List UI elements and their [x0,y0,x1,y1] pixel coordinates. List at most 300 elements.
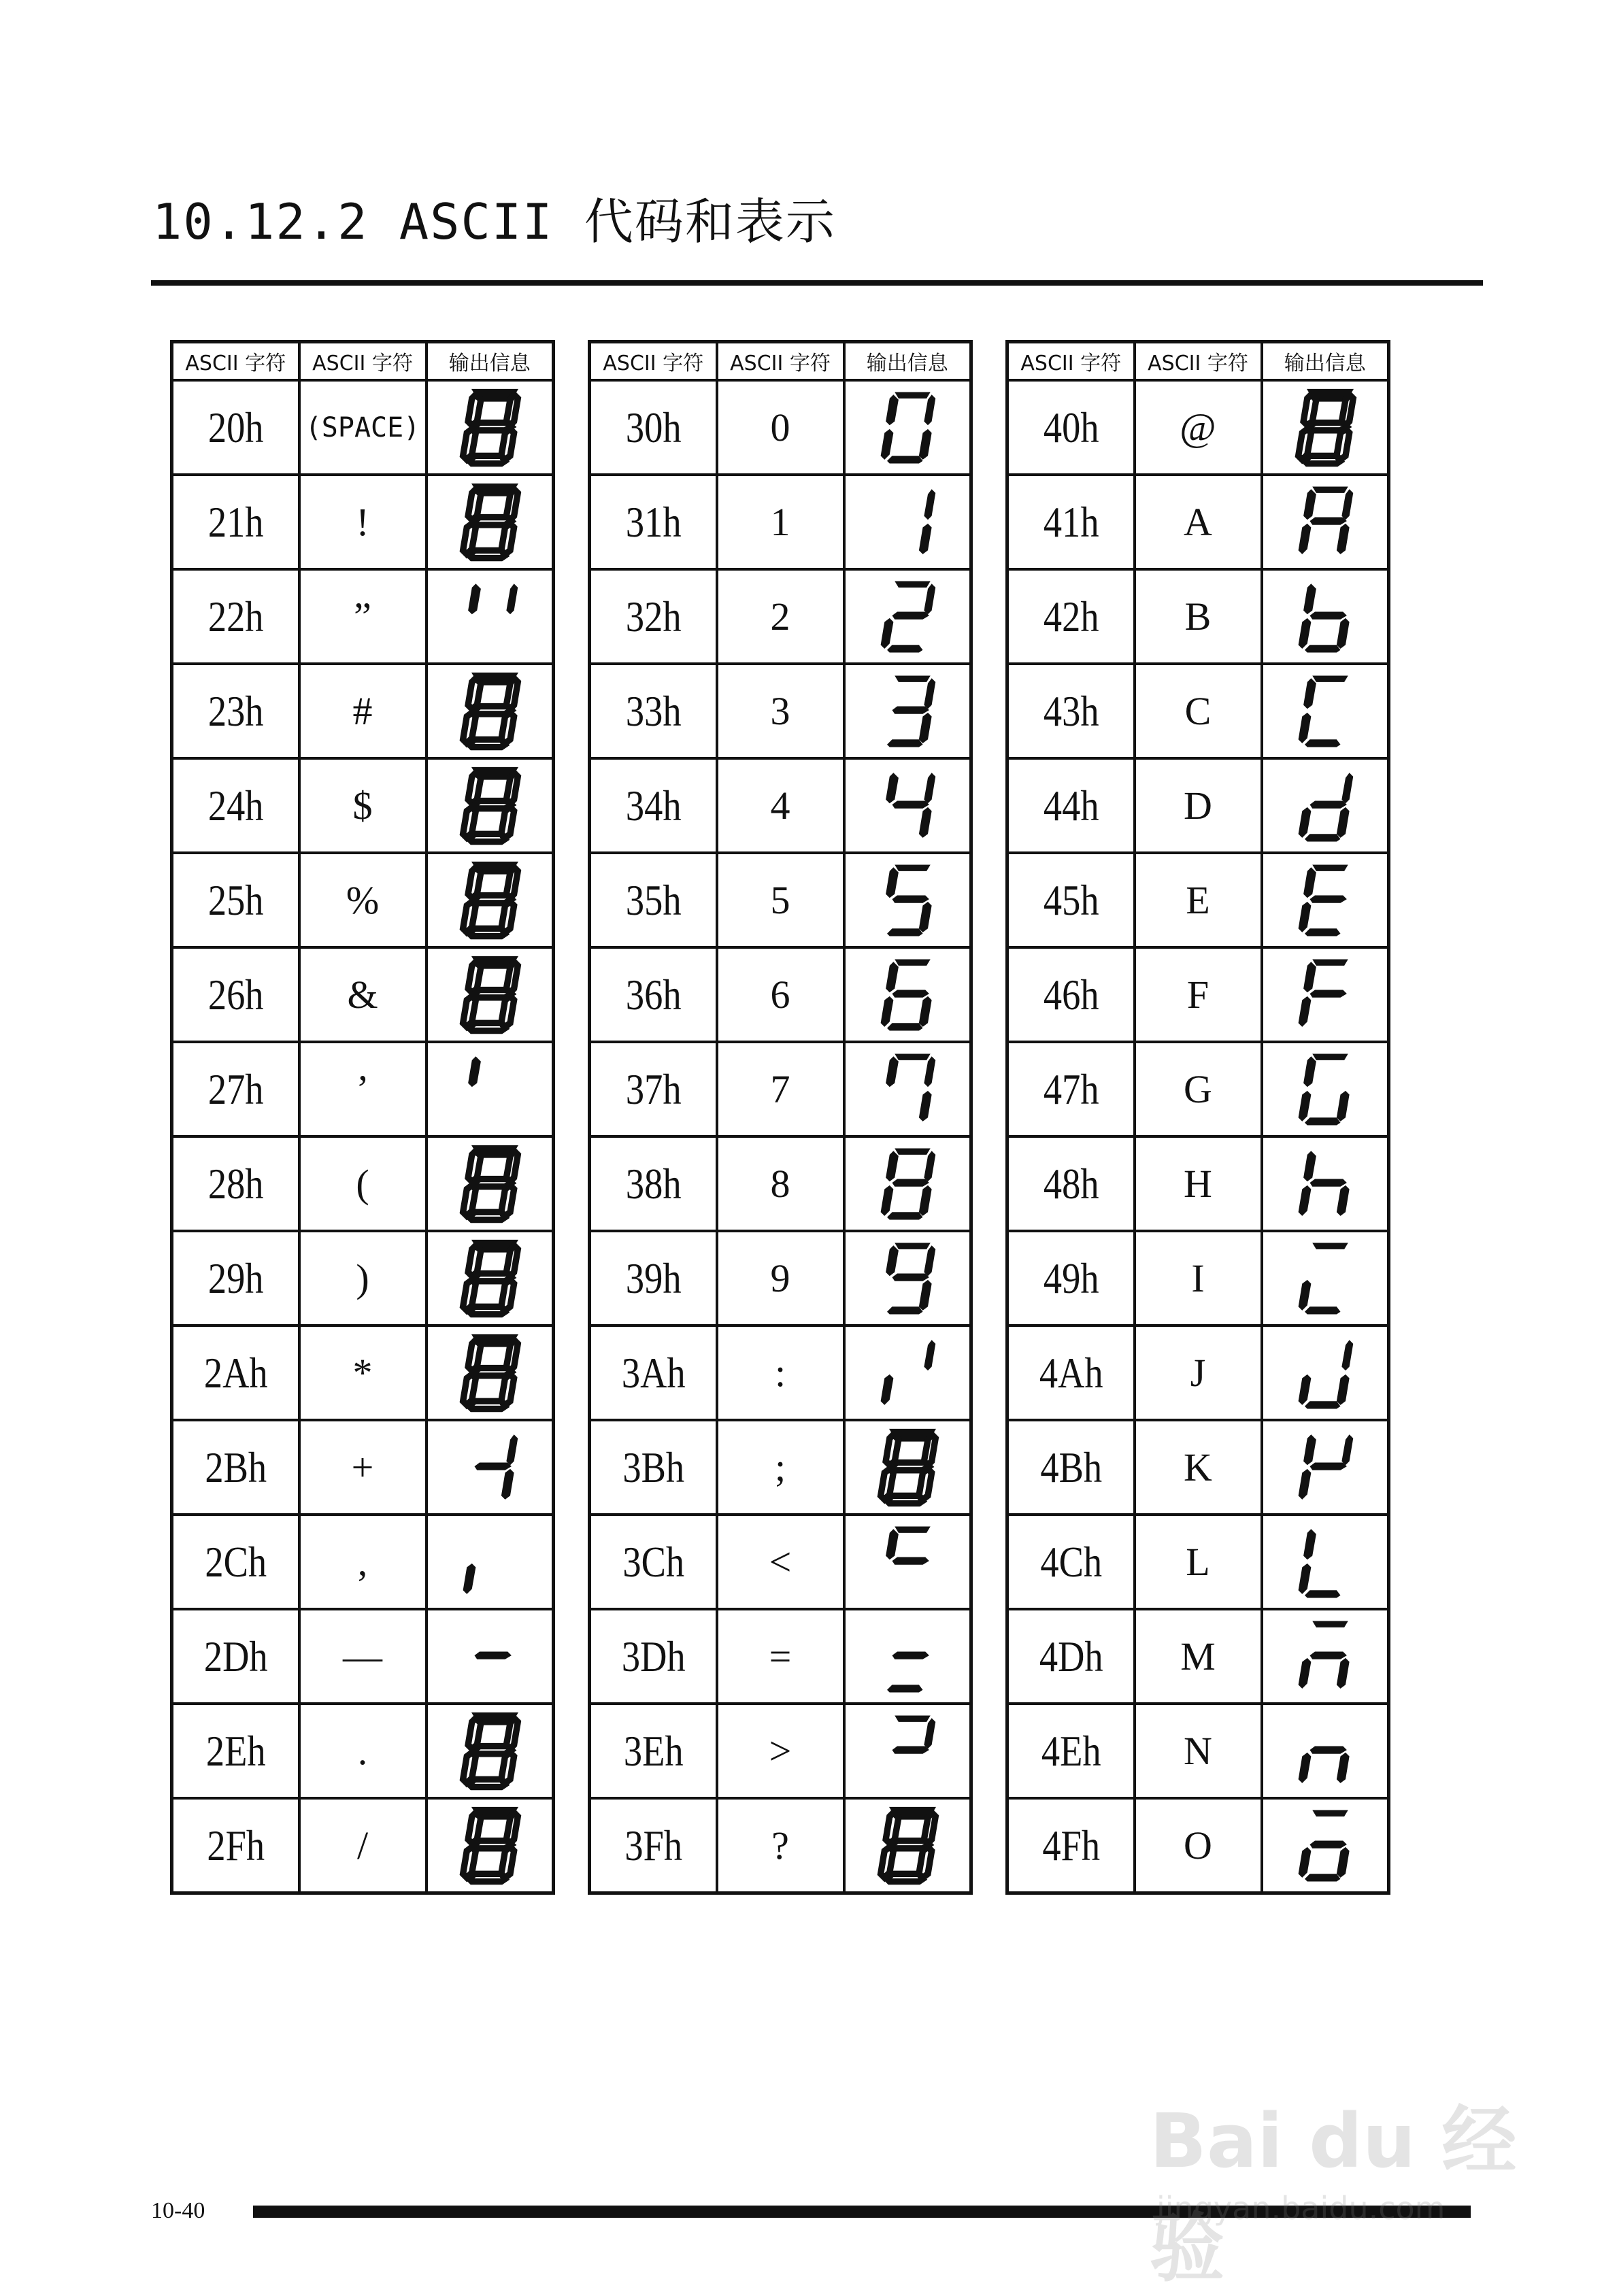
display-output-cell [1262,947,1389,1042]
segment-top-lit [895,1053,931,1060]
segment-lower-right-lit [501,1468,514,1499]
segment-bottom-lit [1305,645,1341,652]
ascii-char-cell: L [1135,1515,1262,1609]
ascii-char-cell: ; [717,1420,844,1515]
segment-bottom-lit [887,1212,923,1219]
hex-code-cell: 39h [599,1231,707,1326]
segment-bottom-outline [469,1401,505,1408]
hex-code-cell: 41h [1017,475,1125,569]
display-output-cell [844,1515,971,1609]
table-row [590,1042,971,1136]
segment-upper-right-lit [924,584,935,614]
hex-code-cell: 2Eh [182,1704,290,1798]
segment-lower-right-lit [1337,1090,1350,1121]
segment-upper-left-lit [1303,584,1316,614]
hex-code-cell: 32h [599,569,707,664]
ascii-char-cell: ’ [299,1042,427,1136]
ascii-char-cell: O [1135,1798,1262,1893]
segment-lower-right-lit [919,996,932,1026]
display-output-cell [427,1609,554,1704]
seven-segment-display [1290,671,1361,752]
table-row [172,1420,554,1515]
display-output-cell [427,1326,554,1420]
segment-top-lit [895,864,931,871]
seven-segment-display [454,954,525,1036]
segment-top-lit [895,581,931,587]
segment-upper-right-lit [924,1340,935,1370]
segment-middle-lit [892,611,929,619]
segment-upper-left-lit [1303,1151,1316,1181]
header-char: ASCII 字符 [299,342,427,381]
segment-bottom-outline [469,550,505,558]
segment-upper-right-lit [924,1056,935,1087]
segment-middle-lit [1309,990,1346,997]
hex-code-cell: 23h [182,664,290,758]
segment-upper-right-lit [924,1718,935,1749]
ascii-char-cell: 7 [717,1042,844,1136]
segment-bottom-lit [1305,1401,1341,1408]
display-output-cell [1262,475,1389,569]
segment-lower-left-lit [1298,1185,1311,1215]
display-output-cell [427,1515,554,1609]
table-row [1007,1704,1389,1798]
hex-code-cell: 4Ah [1017,1326,1125,1420]
segment-top-lit [895,1526,931,1532]
header-display: 输出信息 [1262,342,1389,381]
ascii-table-2 [588,340,973,1895]
ascii-char-cell: 9 [717,1231,844,1326]
table-row [172,1798,554,1893]
table-row [590,1515,971,1609]
segment-upper-left-lit [1303,867,1316,898]
ascii-char-cell: # [299,664,427,758]
segment-lower-left-lit [1298,1090,1311,1121]
segment-bottom-lit [1305,1117,1341,1125]
segment-bottom-lit [887,456,923,463]
table-row [1007,569,1389,664]
segment-bottom-outline [469,1874,505,1881]
display-output-cell [1262,1136,1389,1231]
display-output-cell [844,664,971,758]
hex-code-cell: 37h [599,1042,707,1136]
seven-segment-display [1290,1332,1361,1414]
segment-bottom-lit [887,739,923,747]
table-row [1007,1042,1389,1136]
table-row [172,475,554,569]
ascii-char-cell: M [1135,1609,1262,1704]
segment-bottom-lit [1305,928,1341,936]
seven-segment-display [454,1805,525,1887]
display-output-cell [844,1136,971,1231]
table-row [590,1326,971,1420]
segment-bottom-lit [1305,739,1341,747]
seven-segment-display [454,1332,525,1414]
segment-bottom-outline [887,1874,923,1881]
segment-top-lit [1312,486,1348,492]
ascii-char-cell: 4 [717,758,844,853]
table-row [172,947,554,1042]
header-code: ASCII 字符 [1007,342,1135,381]
seven-segment-display [1290,1710,1361,1792]
watermark-brand: Bai du 经验 [1150,2097,1517,2292]
segment-lower-left-lit [1298,1752,1311,1783]
segment-bottom-lit [887,1685,923,1692]
ascii-char-cell: > [717,1704,844,1798]
display-output-cell [1262,853,1389,947]
hex-code-cell: 31h [599,475,707,569]
segment-middle-lit [892,800,929,808]
segment-bottom-outline [469,739,505,747]
segment-lower-left-lit [1298,1563,1311,1593]
segment-lower-right-lit [1337,1374,1350,1404]
seven-segment-display [1290,1616,1361,1698]
segment-top-lit [1312,1243,1348,1249]
display-output-cell [844,1042,971,1136]
segment-lower-right-lit [1337,1846,1350,1877]
table-row [172,664,554,758]
display-output-cell [427,1136,554,1231]
segment-upper-right-lit [924,489,935,520]
display-output-cell [427,664,554,758]
hex-code-cell: 26h [182,947,290,1042]
segment-lower-right-lit [1337,807,1350,837]
table-row [1007,853,1389,947]
hex-code-cell: 2Ah [182,1326,290,1420]
seven-segment-display [454,1710,525,1792]
table-row [172,1231,554,1326]
segment-upper-right-lit [924,1151,935,1181]
ascii-char-cell: G [1135,1042,1262,1136]
segment-upper-left-lit [1303,1434,1316,1465]
display-output-cell [427,569,554,664]
segment-lower-right-lit [919,1279,932,1310]
ascii-char-cell: 3 [717,664,844,758]
ascii-char-cell: A [1135,475,1262,569]
display-output-cell [427,1231,554,1326]
segment-top-lit [895,1243,931,1249]
ascii-char-cell: 6 [717,947,844,1042]
segment-lower-right-lit [919,428,932,459]
segment-lower-left-lit [1298,1279,1311,1310]
header-display: 输出信息 [427,342,554,381]
segment-middle-lit [1309,1746,1346,1753]
hex-code-cell: 4Fh [1017,1798,1125,1893]
ascii-char-cell: = [717,1609,844,1704]
table-row [590,475,971,569]
hex-code-cell: 4Dh [1017,1609,1125,1704]
segment-bottom-lit [1305,834,1341,841]
table-row [1007,1326,1389,1420]
segment-middle-lit [892,706,929,713]
segment-upper-left-lit [1303,1529,1316,1559]
table-row [590,758,971,853]
display-output-cell [427,475,554,569]
display-output-cell [427,1420,554,1515]
seven-segment-display [454,482,525,563]
seven-segment-display [454,1521,525,1603]
ascii-char-cell: < [717,1515,844,1609]
segment-upper-left-lit [886,962,899,992]
seven-segment-display [1290,1805,1361,1887]
segment-lower-left-lit [1298,807,1311,837]
table-row [172,1326,554,1420]
table-row [172,380,554,475]
hex-code-cell: 29h [182,1231,290,1326]
title-divider [151,280,1483,286]
ascii-char-cell: I [1135,1231,1262,1326]
hex-code-cell: 4Eh [1017,1704,1125,1798]
seven-segment-display [454,671,525,752]
seven-segment-display [872,1049,943,1130]
display-output-cell [1262,1609,1389,1704]
segment-middle-lit [474,1651,511,1659]
segment-lower-left-lit [1298,901,1311,932]
segment-lower-left-lit [1298,1374,1311,1404]
ascii-char-cell: C [1135,664,1262,758]
segment-upper-left-lit [468,584,481,614]
segment-middle-lit [1309,1651,1346,1659]
segment-lower-left-lit [880,1374,893,1404]
display-output-cell [844,1231,971,1326]
table-row [1007,1136,1389,1231]
seven-segment-display [454,860,525,941]
table-row [172,1515,554,1609]
ascii-char-cell: ! [299,475,427,569]
segment-bottom-lit [887,1023,923,1030]
seven-segment-display [454,1616,525,1698]
segment-lower-right-lit [919,807,932,837]
segment-upper-left-lit [886,773,899,803]
segment-upper-right-lit [506,1434,518,1465]
hex-code-cell: 44h [1017,758,1125,853]
ascii-char-cell: 8 [717,1136,844,1231]
ascii-char-cell: D [1135,758,1262,853]
seven-segment-display [1290,387,1361,469]
segment-middle-lit [892,895,929,902]
hex-code-cell: 22h [182,569,290,664]
segment-bottom-lit [1305,1874,1341,1881]
ascii-char-cell: 2 [717,569,844,664]
display-output-cell [1262,569,1389,664]
table-row [590,664,971,758]
ascii-char-cell: H [1135,1136,1262,1231]
segment-upper-left-lit [886,1529,899,1559]
table-row [590,947,971,1042]
hex-code-cell: 3Fh [599,1798,707,1893]
segment-upper-right-lit [1341,489,1353,520]
ascii-char-cell: ? [717,1798,844,1893]
ascii-char-cell: 1 [717,475,844,569]
display-output-cell [427,947,554,1042]
segment-middle-lit [892,1746,929,1753]
table-row [590,1798,971,1893]
seven-segment-display [872,1332,943,1414]
table-row [590,1704,971,1798]
segment-lower-right-lit [919,523,932,554]
ascii-char-cell: % [299,853,427,947]
segment-lower-left-lit [1298,1657,1311,1688]
table-row [590,1136,971,1231]
hex-code-cell: 3Ch [599,1515,707,1609]
segment-lower-left-lit [880,996,893,1026]
header-code: ASCII 字符 [172,342,299,381]
segment-upper-left-lit [886,394,899,425]
segment-top-lit [1312,864,1348,871]
segment-bottom-lit [887,645,923,652]
segment-top-lit [1312,959,1348,965]
header-code: ASCII 字符 [590,342,717,381]
seven-segment-display [872,482,943,563]
display-output-cell [427,380,554,475]
segment-lower-right-lit [919,1185,932,1215]
table-row [172,1609,554,1704]
ascii-char-cell: — [299,1609,427,1704]
segment-upper-right-lit [924,773,935,803]
page-title: 10.12.2 ASCII 代码和表示 [152,193,836,250]
hex-code-cell: 4Bh [1017,1420,1125,1515]
segment-lower-left-lit [1298,996,1311,1026]
segment-middle-lit [1309,1179,1346,1186]
display-output-cell [1262,1420,1389,1515]
seven-segment-display [872,576,943,658]
ascii-char-cell: . [299,1704,427,1798]
display-output-cell [844,1609,971,1704]
hex-code-cell: 28h [182,1136,290,1231]
seven-segment-display [872,1521,943,1603]
seven-segment-display [1290,482,1361,563]
ascii-char-cell: E [1135,853,1262,947]
display-output-cell [1262,664,1389,758]
segment-top-lit [1312,1810,1348,1816]
segment-upper-right-lit [924,394,935,425]
segment-middle-lit [1309,517,1346,524]
seven-segment-display [454,765,525,847]
seven-segment-display [872,1427,943,1508]
segment-lower-right-lit [1337,1752,1350,1783]
segment-bottom-outline [469,928,505,936]
seven-segment-display [872,765,943,847]
table-row [590,1609,971,1704]
display-output-cell [844,1420,971,1515]
display-output-cell [1262,380,1389,475]
segment-lower-left-lit [1298,712,1311,743]
segment-lower-right-lit [1337,1657,1350,1688]
table-row [1007,1798,1389,1893]
hex-code-cell: 46h [1017,947,1125,1042]
display-output-cell [427,1798,554,1893]
hex-code-cell: 3Ah [599,1326,707,1420]
segment-bottom-outline [1305,456,1341,463]
segment-lower-left-lit [880,428,893,459]
table-row [172,758,554,853]
seven-segment-display [1290,576,1361,658]
segment-upper-right-lit [1341,1340,1353,1370]
table-row [172,569,554,664]
segment-lower-left-lit [880,618,893,648]
segment-top-lit [1312,1621,1348,1627]
segment-upper-left-lit [886,867,899,898]
hex-code-cell: 40h [1017,380,1125,475]
hex-code-cell: 38h [599,1136,707,1231]
hex-code-cell: 20h [182,380,290,475]
ascii-char-cell: K [1135,1420,1262,1515]
table-row [1007,947,1389,1042]
segment-lower-left-lit [1298,1468,1311,1499]
segment-upper-right-lit [924,1245,935,1276]
segment-middle-lit [1309,611,1346,619]
display-output-cell [1262,1798,1389,1893]
hex-code-cell: 35h [599,853,707,947]
segment-middle-lit [474,1462,511,1470]
seven-segment-display [454,1238,525,1319]
seven-segment-display [454,1143,525,1225]
seven-segment-display [1290,1238,1361,1319]
table-row [172,1042,554,1136]
seven-segment-display [1290,1521,1361,1603]
table-row [1007,758,1389,853]
segment-middle-lit [1309,800,1346,808]
table-row [172,1136,554,1231]
hex-code-cell: 21h [182,475,290,569]
segment-middle-lit [1309,1462,1346,1470]
segment-top-lit [895,959,931,965]
ascii-char-cell: N [1135,1704,1262,1798]
table-row [1007,1609,1389,1704]
display-output-cell [844,1798,971,1893]
watermark-url: jingyan.baidu.com [1156,2190,1446,2227]
segment-bottom-outline [469,456,505,463]
hex-code-cell: 2Dh [182,1609,290,1704]
segment-bottom-outline [469,1212,505,1219]
segment-upper-right-lit [924,678,935,709]
seven-segment-display [1290,1427,1361,1508]
ascii-char-cell: ( [299,1136,427,1231]
segment-lower-right-lit [1337,618,1350,648]
seven-segment-display [454,1427,525,1508]
seven-segment-display [872,1143,943,1225]
display-output-cell [844,853,971,947]
segment-upper-left-lit [1303,1056,1316,1087]
ascii-char-cell: ” [299,569,427,664]
ascii-char-cell: 5 [717,853,844,947]
ascii-char-cell: @ [1135,380,1262,475]
segment-top-lit [895,1148,931,1154]
segment-lower-right-lit [1337,523,1350,554]
hex-code-cell: 47h [1017,1042,1125,1136]
seven-segment-display [1290,765,1361,847]
hex-code-cell: 49h [1017,1231,1125,1326]
segment-bottom-lit [887,1306,923,1314]
segment-top-lit [895,1715,931,1721]
segment-upper-left-lit [1303,489,1316,520]
seven-segment-display [872,954,943,1036]
segment-lower-left-lit [1298,523,1311,554]
display-output-cell [427,758,554,853]
hex-code-cell: 34h [599,758,707,853]
ascii-char-cell: * [299,1326,427,1420]
hex-code-cell: 3Bh [599,1420,707,1515]
hex-code-cell: 4Ch [1017,1515,1125,1609]
segment-top-lit [1312,1053,1348,1060]
seven-segment-display [1290,1143,1361,1225]
seven-segment-display [872,387,943,469]
segment-lower-right-lit [919,1090,932,1121]
seven-segment-display [1290,954,1361,1036]
header-char: ASCII 字符 [1135,342,1262,381]
page-number: 10-40 [151,2198,205,2223]
display-output-cell [844,758,971,853]
ascii-char-cell: : [717,1326,844,1420]
